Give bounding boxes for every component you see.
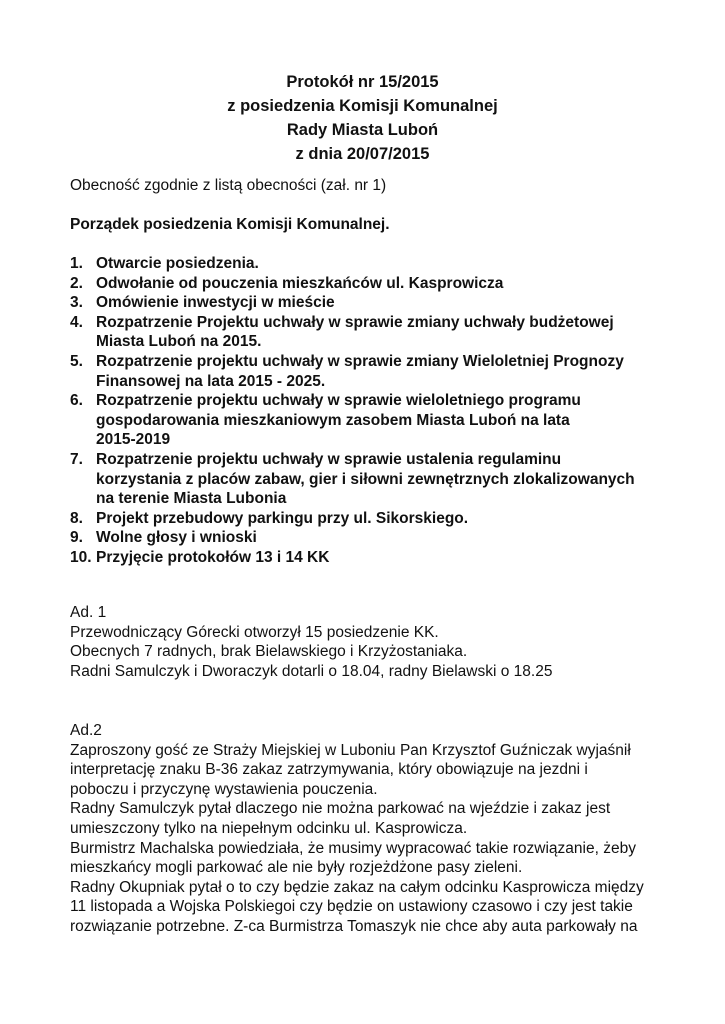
ad2-line: mieszkańcy mogli parkować ale nie były rozjeżdżone pasy zieleni. — [70, 859, 523, 877]
agenda-item — [70, 293, 670, 313]
agenda-item-number: 10. — [70, 548, 92, 566]
ad1-line: Obecnych 7 radnych, brak Bielawskiego i Krzyżostaniaka. — [70, 643, 468, 661]
ad2-line: Burmistrz Machalska powiedziała, że musimy wypracować takie rozwiązanie, żeby — [70, 839, 636, 857]
agenda-item-number: 5. — [70, 352, 83, 370]
agenda-item-text: gospodarowania mieszkaniowym zasobem Miasta Luboń na lata — [96, 411, 570, 429]
agenda-item-text: Finansowej na lata 2015 - 2025. — [96, 372, 326, 390]
agenda-item-text: Projekt przebudowy parkingu przy ul. Sikorskiego. — [96, 509, 469, 527]
agenda-item-text: 2015-2019 — [96, 431, 171, 449]
agenda-item-number: 8. — [70, 509, 83, 527]
title-line-4: z dnia 20/07/2015 — [295, 145, 430, 163]
ad2-heading: Ad.2 — [70, 722, 102, 739]
ad2-line: Radny Okupniak pytał o to czy będzie zakaz na całym odcinku Kasprowicza między — [70, 878, 644, 896]
agenda-item — [70, 254, 670, 274]
agenda-list — [70, 254, 670, 568]
title-line-3: Rady Miasta Luboń — [286, 121, 439, 139]
ad2-line: umieszczony tylko na niepełnym odcinku ul. Kasprowicza. — [70, 819, 468, 837]
agenda-item — [70, 548, 670, 568]
agenda-item-text: Otwarcie posiedzenia. — [96, 255, 259, 272]
agenda-item-text: Rozpatrzenie projektu uchwały w sprawie wieloletniego programu — [96, 392, 581, 410]
title-line-2: z posiedzenia Komisji Komunalnej — [227, 97, 498, 115]
attendance-note — [70, 176, 670, 196]
ad2-line: rozwiązanie potrzebne. Z-ca Burmistrza Tomaszyk nie chce aby auta parkowały na — [70, 917, 638, 935]
agenda-item-text: Odwołanie od pouczenia mieszkańców ul. Kasprowicza — [96, 274, 504, 292]
ad2-line: poboczu i przyczynę wystawienia pouczenia. — [70, 780, 378, 798]
agenda-item-text: Miasta Luboń na 2015. — [96, 333, 262, 351]
agenda-item-text: na terenie Miasta Lubonia — [96, 490, 287, 508]
agenda-item-number: 9. — [70, 529, 83, 547]
agenda-item-text: Rozpatrzenie Projektu uchwały w sprawie zmiany uchwały budżetowej — [96, 313, 614, 331]
agenda-item — [70, 391, 670, 450]
agenda-item-number: 1. — [70, 255, 83, 272]
agenda-item — [70, 509, 670, 529]
document-title — [0, 70, 725, 166]
ad2-line: 11 listopada a Wojska Polskiegoi czy będzie on ustawiony czasowo i czy jest takie — [70, 898, 633, 916]
ad2-line: Radny Samulczyk pytał dlaczego nie można parkować na wjeździe i zakaz jest — [70, 800, 611, 818]
agenda-item-text: Rozpatrzenie projektu uchwały w sprawie ustalenia regulaminu — [96, 450, 562, 468]
agenda-item-number: 4. — [70, 313, 83, 331]
agenda-item — [70, 450, 670, 509]
agenda-item — [70, 528, 670, 548]
agenda-item — [70, 274, 670, 294]
agenda-item-text: korzystania z placów zabaw, gier i siłowni zewnętrznych zlokalizowanych — [96, 470, 635, 488]
agenda-section — [70, 215, 670, 235]
agenda-heading: Porządek posiedzenia Komisji Komunalnej. — [70, 216, 390, 233]
attendance-text: Obecność zgodnie z listą obecności (zał. nr 1) — [70, 177, 387, 194]
ad2-line: interpretację znaku B-36 zakaz zatrzymywania, który obowiązuje na jezdni i — [70, 761, 588, 779]
agenda-item — [70, 352, 670, 391]
ad1-heading: Ad. 1 — [70, 604, 107, 621]
ad1-line: Radni Samulczyk i Dworaczyk dotarli o 18.04, radny Bielawski o 18.25 — [70, 662, 553, 680]
agenda-item-text: Rozpatrzenie projektu uchwały w sprawie zmiany Wieloletniej Prognozy — [96, 352, 624, 370]
ad1-section — [70, 603, 670, 681]
agenda-item-text: Omówienie inwestycji w mieście — [96, 294, 335, 312]
agenda-item-text: Wolne głosy i wnioski — [96, 529, 257, 547]
agenda-item-number: 3. — [70, 294, 83, 312]
ad1-line: Przewodniczący Górecki otworzył 15 posiedzenie KK. — [70, 623, 439, 641]
agenda-list-wrapper — [70, 254, 670, 568]
ad2-line: Zaproszony gość ze Straży Miejskiej w Luboniu Pan Krzysztof Guźniczak wyjaśnił — [70, 741, 631, 759]
agenda-item-number: 7. — [70, 450, 83, 468]
agenda-item-number: 6. — [70, 392, 83, 410]
agenda-item-text: Przyjęcie protokołów 13 i 14 KK — [96, 548, 330, 566]
title-line-1: Protokół nr 15/2015 — [286, 73, 439, 91]
ad2-section — [70, 721, 670, 937]
agenda-item-number: 2. — [70, 274, 83, 292]
agenda-item — [70, 313, 670, 352]
